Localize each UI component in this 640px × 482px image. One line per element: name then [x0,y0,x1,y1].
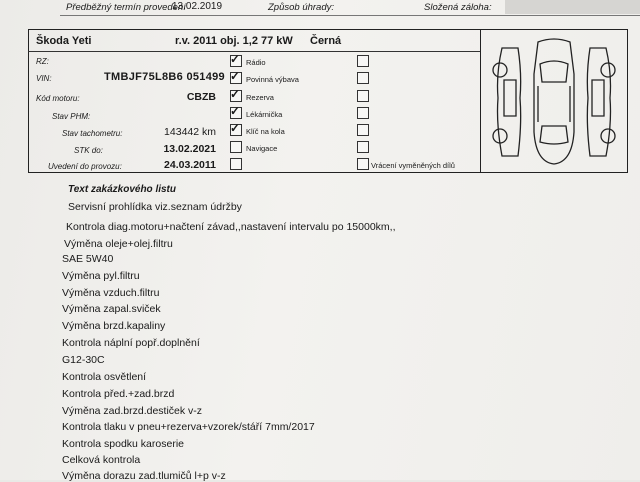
checkbox-returned-parts[interactable] [357,158,369,170]
work-item: Kontrola osvětlení [62,371,147,383]
field-label-fuel: Stav PHM: [52,112,91,121]
field-label-odometer: Stav tachometru: [62,129,123,138]
work-list-title: Text zakázkového listu [68,184,176,195]
work-item: Kontrola náplní popř.doplnění [62,337,200,349]
work-item: Výměna brzd.kapaliny [62,320,166,332]
work-item: Výměna pyl.filtru [62,270,140,282]
work-item: Kontrola před.+zad.brzd [62,388,175,400]
field-label-engine-code: Kód motoru: [36,94,80,103]
checkbox-label-wheel-key: Klíč na kola [246,127,285,136]
work-item: Servisní prohlídka viz.seznam údržby [68,201,242,213]
vehicle-box-divider [480,29,481,173]
checkbox-label-navigation: Navigace [246,144,278,153]
checkbox-label-spare: Rezerva [246,93,274,102]
field-label-rz: RZ: [36,57,49,66]
checkbox-right-2[interactable] [357,72,369,84]
photo-edge [505,0,640,14]
work-item: Kontrola tlaku v pneu+rezerva+vzorek/stáří 7mm/2017 [62,421,315,433]
checkbox-right-4[interactable] [357,107,369,119]
checkbox-mandatory-equipment[interactable]: ✓ [230,69,241,83]
checkbox-label-radio: Rádio [246,58,266,67]
car-damage-diagram [488,34,620,168]
checkbox-right-3[interactable] [357,90,369,102]
checkbox-spare[interactable]: ✓ [230,87,241,101]
field-value-stk: 13.02.2021 [163,143,216,155]
work-item: G12-30C [62,354,105,366]
work-item: Celková kontrola [62,454,141,466]
field-value-vin: TMBJF75L8B6 051499 [104,71,225,83]
checkbox-wheel-key[interactable]: ✓ [230,121,241,135]
checkbox-label-mandatory-equipment: Povinná výbava [246,75,299,84]
checkbox-right-6[interactable] [357,141,369,153]
work-item: Kontrola spodku karoserie [62,438,184,450]
work-item: Kontrola diag.motoru+načtení závad,,nastavení intervalu po 15000km,, [66,221,396,233]
checkbox-navigation[interactable] [230,141,242,153]
work-item: Výměna dorazu zad.tlumičů l+p v-z [62,470,226,482]
field-value-odometer: 143442 km [164,126,216,138]
checkbox-right-1[interactable] [357,55,369,67]
work-item: SAE 5W40 [62,253,114,265]
field-label-vin: VIN: [36,74,52,83]
field-label-first-use: Uvedení do provozu: [48,162,122,171]
checkbox-label-returned-parts: Vrácení vyměněných dílů [371,161,455,170]
checkbox-label-first-aid: Lékárnička [246,110,283,119]
field-value-engine-code: CBZB [186,91,216,103]
vehicle-color: Černá [310,35,342,47]
checkbox-radio[interactable]: ✓ [230,52,241,66]
planned-date-value: 13.02.2019 [172,1,223,12]
header-rule [60,15,640,16]
vehicle-model: Škoda Yeti [36,35,92,47]
work-item: Výměna zapal.sviček [62,303,161,315]
checkbox-right-5[interactable] [357,124,369,136]
field-value-first-use: 24.03.2011 [164,159,216,171]
planned-date-label: Předběžný termín provedení [66,2,186,13]
vehicle-year-engine: r.v. 2011 obj. 1,2 77 kW [175,35,293,47]
checkbox-blank-left[interactable] [230,158,242,170]
work-item: Výměna zad.brzd.destiček v-z [62,405,203,417]
payment-label: Způsob úhrady: [268,2,335,13]
deposit-label: Složená záloha: [424,2,492,13]
field-label-stk: STK do: [74,146,103,155]
work-item: Výměna vzduch.filtru [62,287,160,299]
work-item: Výměna oleje+olej.filtru [64,238,173,250]
checkbox-first-aid[interactable]: ✓ [230,104,241,118]
